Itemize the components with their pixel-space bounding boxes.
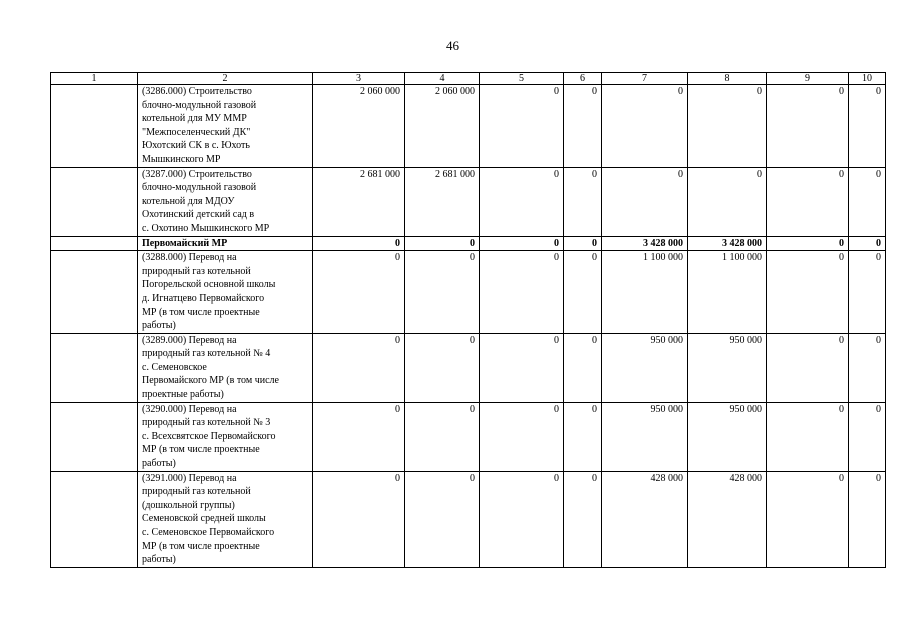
row-cell-1 bbox=[51, 236, 138, 251]
column-header-2: 2 bbox=[138, 73, 313, 85]
description-line: с. Семеновское Первомайского bbox=[142, 527, 275, 538]
value-col-10: 0 bbox=[849, 236, 886, 251]
description-line: Погорельской основной школы bbox=[142, 279, 276, 291]
description-line: МР (в том числе проектные bbox=[142, 306, 260, 318]
description-line: блочно-модульной газовой bbox=[142, 182, 257, 194]
value-col-4: 0 bbox=[405, 236, 480, 251]
description-line: Первомайского МР (в том числе bbox=[142, 375, 279, 387]
budget-table bbox=[50, 72, 886, 568]
row-description bbox=[138, 236, 313, 251]
description-line: д. Игнатцево Первомайского bbox=[142, 292, 265, 304]
row-description bbox=[138, 402, 313, 471]
value-col-6: 0 bbox=[564, 85, 602, 168]
description-line: МР (в том числе проектные bbox=[142, 540, 260, 552]
description-line: Охотинский детский сад в bbox=[142, 209, 255, 221]
value-col-7: 0 bbox=[602, 167, 688, 236]
description-line: (3286.000) Строительство bbox=[142, 86, 252, 97]
column-header-1: 1 bbox=[51, 73, 138, 85]
value-col-7: 1 100 000 bbox=[602, 251, 688, 334]
column-header-9: 9 bbox=[767, 73, 849, 85]
value-col-8: 950 000 bbox=[688, 402, 767, 471]
value-col-3: 2 681 000 bbox=[313, 167, 405, 236]
value-col-4: 0 bbox=[405, 402, 480, 471]
description-line: работы) bbox=[142, 320, 176, 332]
value-col-5: 0 bbox=[480, 167, 564, 236]
value-col-3: 2 060 000 bbox=[313, 85, 405, 168]
description-line: с. Семеновское bbox=[142, 361, 207, 373]
value-col-10: 0 bbox=[849, 402, 886, 471]
value-col-10: 0 bbox=[849, 471, 886, 567]
description-line: котельной для МУ ММР bbox=[142, 113, 247, 125]
value-col-5: 0 bbox=[480, 333, 564, 402]
value-col-5: 0 bbox=[480, 85, 564, 168]
description-line: Юхотский СК в с. Юхоть bbox=[142, 140, 250, 152]
row-cell-1 bbox=[51, 85, 138, 168]
table-row bbox=[51, 471, 886, 567]
row-description bbox=[138, 333, 313, 402]
value-col-9: 0 bbox=[767, 471, 849, 567]
description-line: МР (в том числе проектные bbox=[142, 444, 260, 456]
value-col-6: 0 bbox=[564, 471, 602, 567]
value-col-6: 0 bbox=[564, 236, 602, 251]
value-col-8: 0 bbox=[688, 167, 767, 236]
value-col-3: 0 bbox=[313, 236, 405, 251]
value-col-9: 0 bbox=[767, 251, 849, 334]
value-col-9: 0 bbox=[767, 402, 849, 471]
description-line: "Межпоселенческий ДК" bbox=[142, 126, 251, 138]
page-number: 46 bbox=[446, 38, 459, 53]
value-col-3: 0 bbox=[313, 471, 405, 567]
description-line: природный газ котельной № 4 bbox=[142, 348, 271, 360]
value-col-4: 2 681 000 bbox=[405, 167, 480, 236]
value-col-8: 950 000 bbox=[688, 333, 767, 402]
column-header-10: 10 bbox=[849, 73, 886, 85]
value-col-4: 2 060 000 bbox=[405, 85, 480, 168]
table-row bbox=[51, 251, 886, 334]
description-line: (3287.000) Строительство bbox=[142, 168, 252, 180]
value-col-9: 0 bbox=[767, 333, 849, 402]
row-description bbox=[138, 85, 313, 168]
value-col-9: 0 bbox=[767, 236, 849, 251]
value-col-4: 0 bbox=[405, 251, 480, 334]
description-line: (3289.000) Перевод на bbox=[142, 334, 237, 346]
value-col-8: 3 428 000 bbox=[688, 236, 767, 251]
column-header-4: 4 bbox=[405, 73, 480, 85]
description-line: (дошкольной группы) bbox=[142, 499, 235, 511]
value-col-10: 0 bbox=[849, 167, 886, 236]
table-row bbox=[51, 167, 886, 236]
value-col-7: 950 000 bbox=[602, 402, 688, 471]
table-row bbox=[51, 402, 886, 471]
value-col-8: 0 bbox=[688, 85, 767, 168]
value-col-9: 0 bbox=[767, 167, 849, 236]
value-col-8: 1 100 000 bbox=[688, 251, 767, 334]
value-col-7: 950 000 bbox=[602, 333, 688, 402]
value-col-4: 0 bbox=[405, 471, 480, 567]
row-cell-1 bbox=[51, 251, 138, 334]
value-col-7: 428 000 bbox=[602, 471, 688, 567]
value-col-9: 0 bbox=[767, 85, 849, 168]
table-row bbox=[51, 333, 886, 402]
value-col-3: 0 bbox=[313, 251, 405, 334]
value-col-6: 0 bbox=[564, 402, 602, 471]
table-header-row bbox=[51, 73, 886, 85]
district-subtotal-row bbox=[51, 236, 886, 251]
value-col-6: 0 bbox=[564, 167, 602, 236]
column-header-5: 5 bbox=[480, 73, 564, 85]
value-col-7: 0 bbox=[602, 85, 688, 168]
row-cell-1 bbox=[51, 402, 138, 471]
value-col-6: 0 bbox=[564, 251, 602, 334]
value-col-5: 0 bbox=[480, 251, 564, 334]
description-line: с. Охотино Мышкинского МР bbox=[142, 222, 270, 234]
value-col-10: 0 bbox=[849, 333, 886, 402]
row-cell-1 bbox=[51, 333, 138, 402]
value-col-5: 0 bbox=[480, 471, 564, 567]
description-line: (3288.000) Перевод на bbox=[142, 252, 237, 264]
description-line: работы) bbox=[142, 554, 176, 566]
description-line: природный газ котельной № 3 bbox=[142, 417, 271, 429]
description-line: Первомайский МР bbox=[142, 237, 228, 249]
row-description bbox=[138, 471, 313, 567]
column-header-7: 7 bbox=[602, 73, 688, 85]
value-col-5: 0 bbox=[480, 402, 564, 471]
value-col-4: 0 bbox=[405, 333, 480, 402]
description-line: (3291.000) Перевод на bbox=[142, 472, 237, 484]
row-cell-1 bbox=[51, 167, 138, 236]
description-line: с. Всехсвятское Первомайского bbox=[142, 430, 276, 442]
value-col-10: 0 bbox=[849, 85, 886, 168]
table-row bbox=[51, 85, 886, 168]
value-col-5: 0 bbox=[480, 236, 564, 251]
value-col-3: 0 bbox=[313, 402, 405, 471]
description-line: блочно-модульной газовой bbox=[142, 99, 257, 111]
column-header-8: 8 bbox=[688, 73, 767, 85]
value-col-3: 0 bbox=[313, 333, 405, 402]
value-col-10: 0 bbox=[849, 251, 886, 334]
description-line: проектные работы) bbox=[142, 389, 224, 401]
description-line: (3290.000) Перевод на bbox=[142, 403, 237, 415]
description-line: Мышкинского МР bbox=[142, 153, 221, 165]
column-header-6: 6 bbox=[564, 73, 602, 85]
column-header-3: 3 bbox=[313, 73, 405, 85]
value-col-8: 428 000 bbox=[688, 471, 767, 567]
row-description bbox=[138, 167, 313, 236]
description-line: природный газ котельной bbox=[142, 265, 251, 277]
description-line: Семеновской средней школы bbox=[142, 513, 266, 525]
value-col-7: 3 428 000 bbox=[602, 236, 688, 251]
row-description bbox=[138, 251, 313, 334]
description-line: природный газ котельной bbox=[142, 486, 251, 498]
row-cell-1 bbox=[51, 471, 138, 567]
description-line: котельной для МДОУ bbox=[142, 195, 235, 207]
description-line: работы) bbox=[142, 458, 176, 470]
value-col-6: 0 bbox=[564, 333, 602, 402]
